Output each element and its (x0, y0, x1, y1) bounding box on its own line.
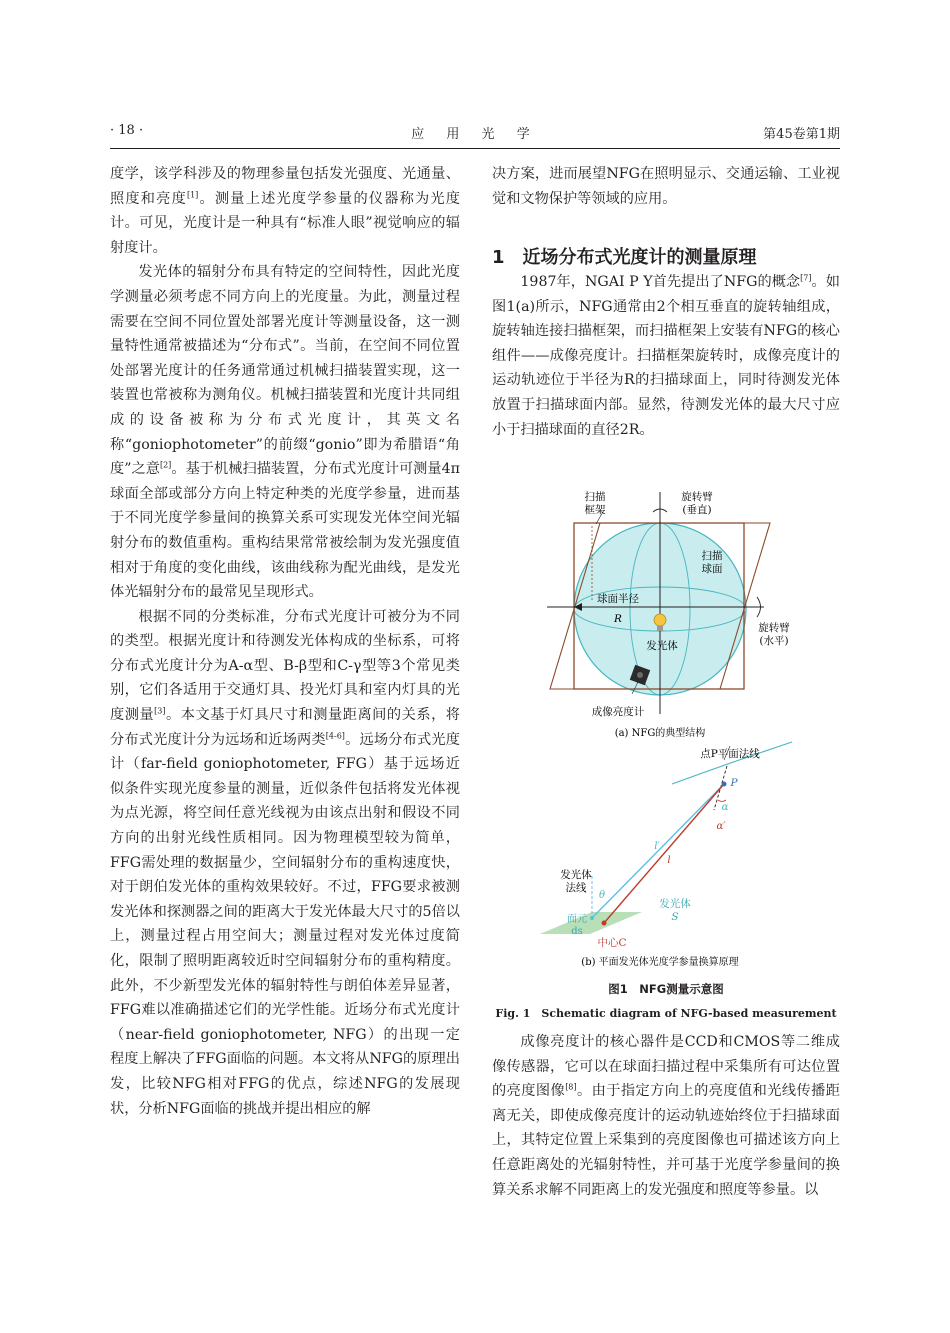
label-center-c: 中心C (597, 937, 627, 949)
left-column (110, 162, 460, 1121)
header-rule (110, 148, 840, 149)
area-element-marker (590, 916, 594, 920)
paragraph-imaging: 成像亮度计的核心器件是CCD和CMOS等二维成像传感器，它可以在球面扫描过程中采集所有可达位置的亮度图像[8]。由于指定方向上的亮度值和光线传播距离无关，即使成像亮度计的运动轨迹始终位于扫描球面上，其特定位置上采集到的亮度图像也可描述该方向上任意距离处的光辐射特性，并可基于光度学参量间的换算关系求解不同距离上的发光强度和照度等参量。以 (492, 1034, 840, 1198)
running-header (110, 123, 840, 143)
citation[interactable]: [4-6] (325, 730, 345, 740)
label-rotation-vertical: (垂直) (682, 504, 712, 516)
label-scan-sphere: 扫描 (701, 550, 723, 562)
label-imaging-luminance-meter: 成像亮度计 (591, 706, 645, 718)
citation[interactable]: [2] (159, 460, 172, 470)
label-emitter: 发光体 (646, 640, 678, 652)
center-c-marker (602, 921, 607, 926)
label-scan-sphere: 球面 (701, 563, 723, 575)
label-scan-frame: 框架 (584, 504, 606, 516)
paragraph-classification: 根据不同的分类标准，分布式光度计可被分为不同的类型。根据光度计和待测发光体构成的坐标系，可将分布式光度计分为A-α型、B-β型和C-γ型等3个常见类别，它们各适用于交通灯具、投光灯具和室内灯具的光度测量[3]。本文基于灯具尺寸和测量距离间的关系，将分布式光度计分为远场和近场两类[4-6]。远场分布式光度计（far-field goniophotometer, FFG）基于远场近似条件实现光度参量的测量，近似条件包括将发光体视为点光源，将空间任意光线视为由该点出射和假设不同方向的出射光线性质相同。因为物理模型较为简单，FFG需处理的数据量少，空间辐射分布的重构速度快，对于朗伯发光体的重构效果较好。不过，FFG要求被测发光体和探测器之间的距离大于发光体最大尺寸的5倍以上，测量过程占用空间大；测量过程对发光体过度简化，限制了照明距离较近时空间辐射分布的重构精度。此外，不少新型发光体的辐射特性与朗伯体差异显著，FFG难以准确描述它们的光学性能。近场分布式光度计（near-field goniophotometer, NFG）的出现一定程度上解决了FFG面临的问题。本文将从NFG的原理出发，比较NFG相对FFG的优点，综述NFG的发展现状，分析NFG面临的挑战并提出相应的解 (110, 608, 460, 1117)
page-number: · 18 · (110, 123, 144, 138)
label-rotation-horizontal: 旋转臂 (758, 622, 790, 634)
label-l: l (667, 855, 671, 866)
label-sphere-radius: 球面半径 (597, 593, 639, 605)
subfigure-a-caption: (a) NFG的典型结构 (614, 728, 706, 739)
subfigure-b-caption: (b) 平面发光体光度学参量换算原理 (581, 957, 739, 968)
section-title: 1 近场分布式光度计的测量原理 (492, 247, 757, 268)
figure-1 (492, 484, 840, 1024)
label-area-element: ds (571, 926, 583, 937)
point-p-marker (722, 782, 727, 787)
label-l-prime: l′ (654, 841, 660, 852)
label-scan-frame: 扫描 (584, 491, 606, 503)
citation[interactable]: [8] (565, 1082, 577, 1092)
figure-caption-en: Fig. 1 Schematic diagram of NFG-based measurement (495, 1007, 837, 1020)
label-point-p: P (730, 777, 738, 789)
label-rotation-vertical: 旋转臂 (681, 491, 713, 503)
label-emitter-normal: 法线 (565, 882, 587, 894)
right-column-top (492, 162, 840, 211)
citation[interactable]: [1] (186, 189, 199, 199)
figure-caption-cn: 图1 NFG测量示意图 (608, 982, 724, 996)
label-point-p-normal: 点P平面法线 (700, 748, 760, 760)
figure-1b (540, 742, 792, 968)
figure-1-svg (492, 484, 840, 984)
journal-name: 应 用 光 学 (411, 127, 539, 142)
figure-1a (547, 490, 790, 739)
label-alpha: α (721, 802, 729, 813)
label-radius-symbol: R (614, 613, 622, 625)
paragraph-continued: 度学，该学科涉及的物理参量包括发光强度、光通量、照度和亮度[1]。测量上述光度学参量的仪器称为光度计。可见，光度计是一种具有“标准人眼”视觉响应的辐射度计。 (110, 166, 460, 256)
label-emitter-s: 发光体 (659, 898, 691, 910)
issue-info: 第45卷第1期 (763, 127, 840, 142)
paragraph-distribution: 发光体的辐射分布具有特定的空间特性，因此光度学测量必须考虑不同方向上的光度量。为此，测量过程需要在空间不同位置处部署光度计等测量设备，这一测量特性通常被描述为“分布式”。当前，在空间不同位置处部署光度计的任务通常通过机械扫描装置实现，这一装置也常被称为测角仪。机械扫描装置和光度计共同组成的设备被称为分布式光度计，其英文名称“goniophotometer”的前缀“gonio”即为希腊语“角度”之意[2]。基于机械扫描装置，分布式光度计可测量4π球面全部或部分方向上特定种类的光度学参量，进而基于不同光度学参量间的换算关系可实现发光体空间光辐射分布的数值重构。重构结果常常被绘制为发光强度值相对于角度的变化曲线，该曲线称为配光曲线，是发光体光辐射分布的最常见呈现形式。 (110, 264, 460, 601)
label-rotation-horizontal: (水平) (759, 635, 789, 647)
label-alpha-prime: α′ (716, 821, 726, 832)
paragraph-principle: 1987年，NGAI P Y首先提出了NFG的概念[7]。如图1(a)所示，NFG通常由2个相互垂直的旋转轴组成，旋转轴连接扫描框架，而扫描框架上安装有NFG的核心组件——成像亮度计。扫描框架旋转时，成像亮度计的运动轨迹位于半径为R的扫描球面上，同时待测发光体放置于扫描球面内部。显然，待测发光体的最大尺寸应小于扫描球面的直径2R。 (492, 273, 840, 438)
label-theta: θ (598, 890, 606, 901)
emitter-plane (540, 912, 642, 934)
citation[interactable]: [7] (800, 273, 812, 283)
label-area-element: 面元 (567, 914, 587, 925)
paragraph-continued: 决方案，进而展望NFG在照明显示、交通运输、工业视觉和文物保护等领域的应用。 (492, 166, 840, 207)
label-emitter-normal: 发光体 (560, 869, 592, 881)
right-column-principle (492, 270, 840, 442)
right-column-bottom (492, 1030, 840, 1202)
citation[interactable]: [3] (154, 706, 166, 716)
label-emitter-s: S (671, 911, 679, 923)
